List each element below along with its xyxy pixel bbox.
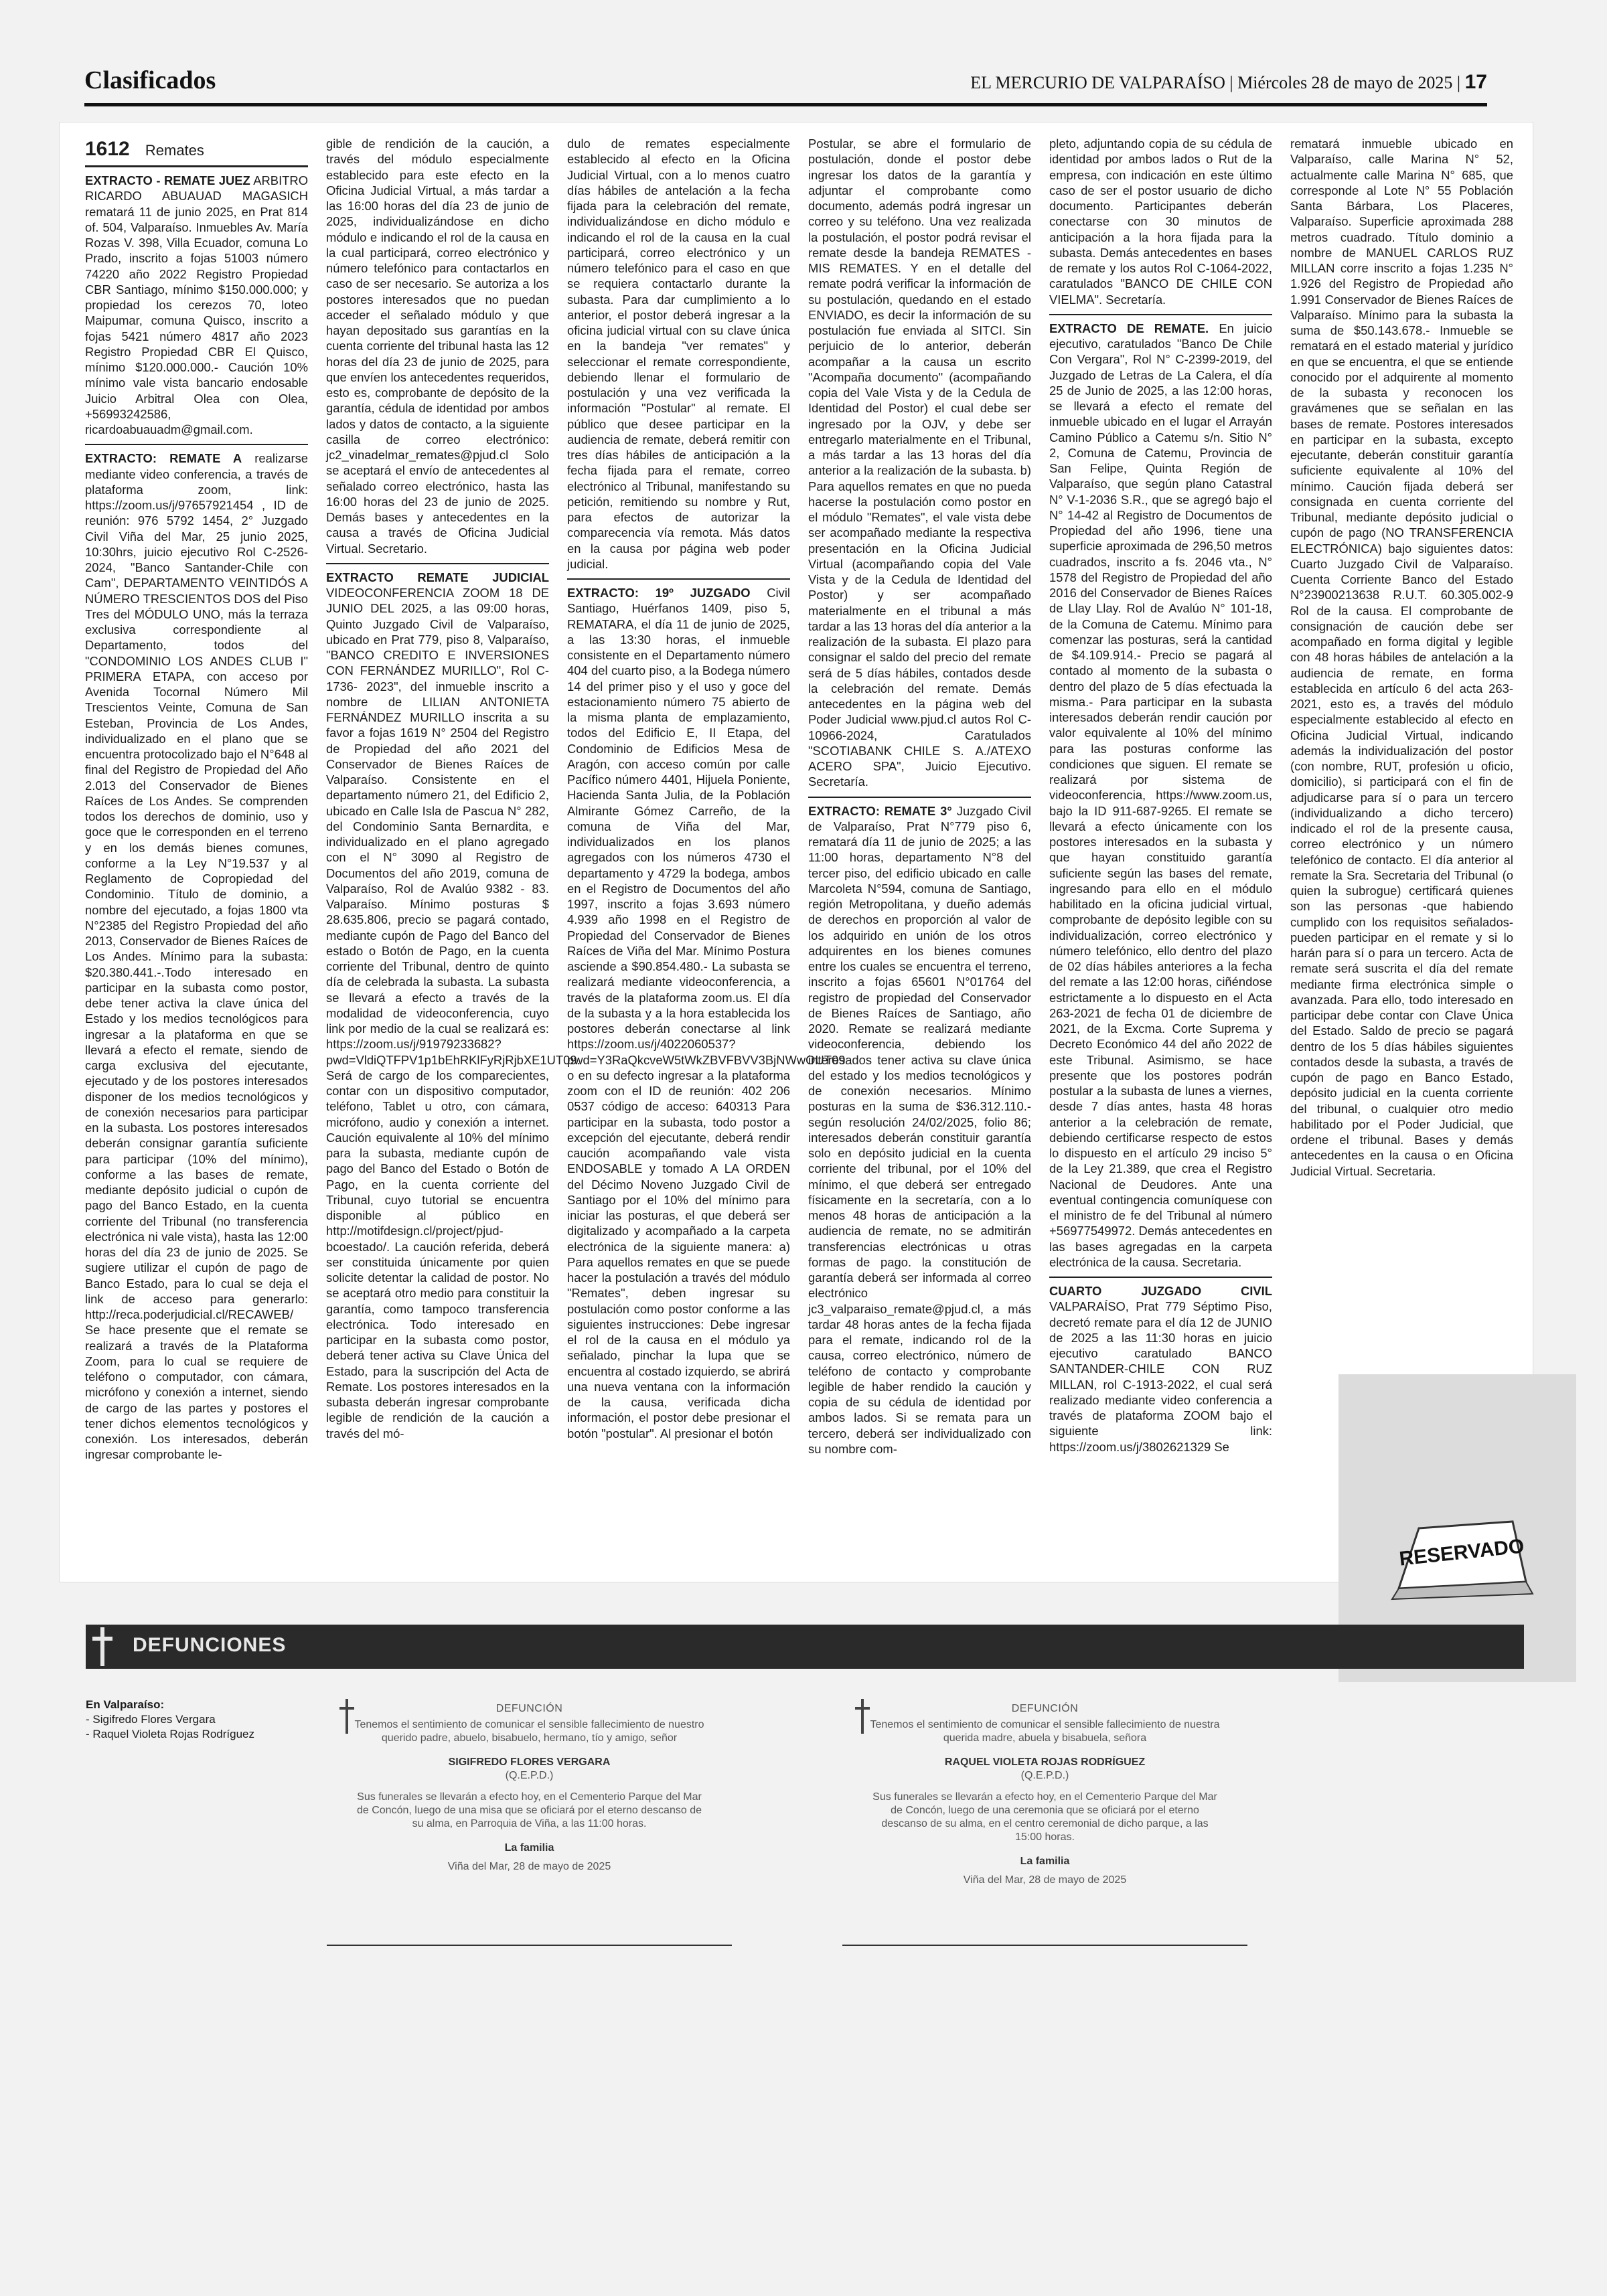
classified-ad: [326, 136, 549, 556]
classified-ad: [567, 585, 846, 1441]
category-number: 1612: [85, 138, 130, 160]
defunciones-band: [86, 1625, 1524, 1669]
ad-body: pleto, adjuntando copia de su cédula de identidad por ambos lados o Rut de la empresa, con indicación en este último caso de ser el postor usuario de dicho documento. Participantes deberán conectarse con 30 minutos de anticipación a la hora fijada para la subasta. Demás antecedentes en bases de remate y los autos Rol C-1064-2022, caratulados "BANCO DE CHILE CON VIELMA". Secretaría.: [1049, 137, 1272, 307]
cross-icon: [338, 1699, 356, 1734]
ad-body: Postular, se abre el formulario de postulación, donde el postor debe ingresar los datos de la garantía y adjuntar el comprobante como documento, además podrá ingresar un correo y su teléfono. Una vez realizada la postulación, el postor podrá revisar el remate desde la bandeja REMATES - MIS REMATES. Y en el detalle del remate podrá verificar la información de su postulación, quedando en el estado ENVIADO, es decir la información de su postulación fue enviada al SITCI. Sin perjuicio de lo anterior, deberán acompañar a la causa un escrito "Acompaña documento" (acompañando copia del Vale Vista y de la Cedula de Identidad del Postor) el cual debe ser ingresado por la OJV, y debe ser entregarlo materialmente en el Tribunal, a más tardar a las 13 horas del día anterior a la realización de la subasta. b) Para aquellos remates en que no pueda hacerse la postulación como postor en el módulo "Remates", el vale vista debe ser acompañado mediante la respectiva presentación en la Oficina Judicial Virtual (acompañando copia del Vale Vista y de la Cedula de Identidad del Postor) y ser acompañado materialmente en el tribunal a más tardar a las 13 horas del día anterior a la realización de la subasta. El plazo para consignar el saldo del precio del remate será de 5 días hábiles, contados desde la celebración del remate. Demás antecedentes en la página web del Poder Judicial www.pjud.cl autos Rol C-10966-2024, Caratulados "SCOTIABANK CHILE S. A./ATEXO ACERO SPA", Juicio Ejecutivo. Secretaría.: [808, 137, 1031, 789]
classified-ad: [85, 173, 308, 437]
ad-body: Civil Santiago, Huérfanos 1409, piso 5, REMATARA, el día 11 de junio de 2025, a las 13:30 horas, el inmueble consistente en el Departamento número 404 del cuarto piso, a la Bodega número 14 del primer piso y el uso y goce del estacionamiento número 75 abierto de la misma planta de emplazamiento, todos del Edificio E, II Etapa, del Condominio de Edificios Mesa de Aragón, con acceso común por calle Pacífico número 4401, Hijuela Poniente, Hacienda Santa Julia, de la Población Almirante Gómez Carreño, de la comuna de Viña del Mar, individualizados en los planos agregados con los números 4730 el departamento y 4729 la bodega, ambos en el Registro de Documentos del año 1997, inscrito a fojas 3.693 número 4.939 año 1998 en el Registro de Propiedad del Conservador de Bienes Raíces de Viña del Mar. Mínimo Postura asciende a $90.854.480.- La subasta se realizará mediante videoconferencia, a través de la plataforma zoom.us. El día de la subasta y a la hora establecida los postores deberán conectarse al link https://zoom.us/j/4022060537?pwd=Y3RaQkcveW5tWkZBVFBVV3BjNWwOUT09 o en su defecto ingresar a la plataforma zoom con el ID de reunión: 402 206 0537 código de acceso: 640313 Para participar en la subasta, todo postor a excepción del ejecutante, deberá rendir caución acompañando vale vista ENDOSABLE y tomado A LA ORDEN del Décimo Noveno Juzgado Civil de Santiago por el 10% del mínimo para iniciar las posturas, el que deberá ser digitalizado y acompañado a la carpeta electrónica de la siguiente manera: a) Para aquellos remates en que se puede hacer la postulación a través del módulo "Remates", deben ingresar su postulación como postor conforme a las siguientes instrucciones: Debe ingresar el rol de la causa en el módulo ya señalado, pinchar la lupa que se encuentra al costado izquierdo, se abrirá una nueva ventana con la información de la causa, verificada dicha información, el postor debe presionar el botón "postular". Al presionar el botón: [567, 586, 846, 1441]
reserved-label: RESERVADO: [1398, 1535, 1525, 1570]
deaths-list: [86, 1698, 307, 1742]
deaths-list-item: - Sigifredo Flores Vergara: [86, 1713, 216, 1726]
column-6: [1290, 136, 1513, 1563]
page-number: 17: [1464, 71, 1487, 93]
qepd: (Q.E.P.D.): [1020, 1770, 1069, 1781]
classified-ad: [1049, 321, 1272, 1270]
ad-divider: [808, 797, 1031, 798]
column-ads: [567, 136, 846, 1441]
notice-place-date: Viña del Mar, 28 de mayo de 2025: [447, 1861, 611, 1872]
notice-kind: DEFUNCIÓN: [1011, 1703, 1079, 1714]
notice-intro: Tenemos el sentimiento de comunicar el sensible fallecimiento de nuestra querida madre, abuela y bisabuela, señora: [870, 1719, 1220, 1744]
ad-body: VIDEOCONFERENCIA ZOOM 18 DE JUNIO DEL 2025, a las 09:00 horas, Quinto Juzgado Civil de Valparaíso, ubicado en Prat 779, piso 8, Valparaíso, "BANCO CREDITO E INVERSIONES CON FERNÁNDEZ MURILLO", Rol C-1736- 2023", del inmueble inscrito a nombre de LILIAN ANTONIETA FERNÁNDEZ MURILLO inscrita a su favor a fojas 1619 N° 2504 del Registro de Propiedad del año 2021 del Conservador de Bienes Raíces de Valparaíso. Consistente en el departamento número 21, del Edificio 2, ubicado en Calle Isla de Pascua N° 282, del Condominio Santa Bernardita, e individualizado en el plano agregado con el N° 3090 al Registro de Documentos del año 2019, comuna de Valparaíso, Rol de Avalúo 9382 - 83. Valparaíso. Mínimo posturas $ 28.635.806, precio se pagará contado, mediante cupón de Pago del Banco del estado o Botón de Pago, en la cuenta corriente del Tribunal, dentro de quinto día de celebrada la subasta. La subasta se llevará a efecto a través de la modalidad de videoconferencia, cuyo link por medio de la cual se realizará es: https://zoom.us/j/91979233682?pwd=VldiQTFPV1p1bEhRKlFyRjRjbXE1UT09. Será de cargo de los comparecientes, contar con un dispositivo computador, teléfono, Tablet u otro, con cámara, micrófono, audio y conexión a internet. Caución equivalente al 10% del mínimo para la subasta, mediante cupón de pago del Banco del Estado o Botón de Pago, en la cuenta corriente del Tribunal, cuyo tutorial se encuentra disponible al público en http://motifdesign.cl/project/pjud-bcoestado/. La caución referida, deberá ser constituida únicamente por quien solicite detentar la calidad de postor. No se aceptará otro medio para constituir la garantía, como tampoco transferencia electrónica. Todo interesado en participar en la subasta como postor, deberá tener activa su Clave Única del Estado, para la suscripción del Acta de Remate. Los postores interesados en la subasta deberán ingresar comprobante legible de rendición de la caución a través del mó-: [326, 586, 581, 1441]
column-2: [326, 136, 581, 1563]
deceased-name: SIGIFREDO FLORES VERGARA: [448, 1756, 611, 1768]
page-header: [84, 64, 1487, 106]
column-ads: [808, 136, 1031, 1457]
funeral-details: Sus funerales se llevarán a efecto hoy, en el Cementerio Parque del Mar de Concón, luego de una ceremonia que se oficiará por el eterno descanso de su alma, en el centro ceremonial de dicho parque, a las 15:00 horas.: [872, 1791, 1217, 1843]
column-5: [1049, 136, 1272, 1563]
ad-body: VALPARAÍSO, Prat 779 Séptimo Piso, decretó remate para el día 12 de JUNIO de 2025 a las 11:30 horas en juicio ejecutivo caratulado BANCO SANTANDER-CHILE CON RUZ MILLAN, rol C-1913-2022, el cual será realizado mediante video conferencia a través de plataforma ZOOM bajo el siguiente link: https://zoom.us/j/3802621329 Se: [1049, 1299, 1272, 1454]
classified-ad: [1049, 1283, 1272, 1455]
section-title: Clasificados: [84, 66, 216, 94]
qepd: (Q.E.P.D.): [505, 1770, 554, 1781]
classified-ad: [808, 136, 1031, 790]
ad-divider: [326, 563, 549, 564]
cross-icon: [92, 1627, 112, 1666]
ad-body: ARBITRO RICARDO ABUAUAD MAGASICH rematará 11 de junio 2025, en Prat 814 of. 504, Valparaíso. Inmuebles Av. María Rozas V. 398, Villa Ecuador, comuna Lo Prado, inscrito a fojas 51003 número 74220 año 2022 Registro Propiedad CBR Santiago, mínimo $150.000.000; y propiedad los cerezos 70, loteo Maipumar, comuna Quisco, inscrito a fojas 5421 número 4817 año 2023 Registro Propiedad CBR El Quisco, mínimo $120.000.000.- Caución 10% mínimo vale vista bancario endosable Juicio Arbitral Olea con Olea, +56993242586, ricardoabuauadm@gmail.com.: [85, 173, 308, 436]
notice-signature: La familia: [504, 1842, 554, 1854]
column-1: [85, 136, 308, 1563]
deaths-list-title: En Valparaíso:: [86, 1698, 165, 1711]
classified-ad: [808, 803, 1031, 1457]
classified-ad: [567, 136, 790, 572]
column-ads: [1290, 136, 1513, 1179]
column-ads: [326, 136, 581, 1441]
ad-heading: CUARTO JUZGADO CIVIL: [1049, 1284, 1272, 1298]
ad-divider: [85, 444, 308, 445]
notice-place-date: Viña del Mar, 28 de mayo de 2025: [963, 1874, 1127, 1886]
ad-divider: [1049, 314, 1272, 315]
ad-body: gible de rendición de la caución, a través del módulo especialmente establecido para este efecto en la Oficina Judicial Virtual, a más tardar a las 16:00 horas del día 23 de junio de 2025, individualizándose en dicho módulo e indicando el rol de la causa en la cual participará, correo electrónico y número telefónico para contactarlos en caso de ser necesario. Se autoriza a los postores interesados que no puedan acceder el señalado módulo y que hayan depositado sus garantías en la cuenta corriente del tribunal hasta las 12 horas del día 23 de junio de 2025, para que envíen los antecedentes requeridos, esto es, comprobante de depósito de la garantía, cédula de identidad por ambos lados y datos de contacto, a la siguiente casilla de correo electrónico: jc2_vinadelmar_remates@pjud.cl Solo se aceptará el envío de antecedentes al señalado correo electrónico, hasta las 16:00 horas del 23 de junio de 2025. Demás bases y antecedentes en la causa a través de Oficina Judicial Virtual. Secretario.: [326, 137, 549, 556]
ad-heading: EXTRACTO: 19º JUZGADO: [567, 586, 751, 600]
ad-heading: EXTRACTO: REMATE 3°: [808, 803, 952, 818]
column-ads: [85, 173, 308, 1463]
notice-signature: La familia: [1020, 1856, 1070, 1867]
death-notice: [842, 1696, 1247, 1946]
ad-heading: EXTRACTO DE REMATE.: [1049, 321, 1209, 335]
classified-ad: [1049, 136, 1272, 307]
ad-body: En juicio ejecutivo, caratulados "Banco De Chile Con Vergara", Rol N° C-2399-2019, del Juzgado de Letras de La Calera, el día 25 de Junio de 2025, a las 12:00 horas, se llevará a efecto el remate del inmueble ubicado en el lugar el Arrayán Camino Público a Catemu s/n. Sitio N° 2, Comuna de Catemu, Provincia de San Felipe, Quinta Región de Valparaíso, que según plano Catastral N° V-1-2036 S.R., que se agregó bajo el N° 14-42 al Registro de Documentos de Propiedad del año 1996, tiene una superficie aproximada de 296,50 metros cuadrados, inscrito a fs. 2046 vta., N° 1578 del Registro de Propiedad del año 2016 del Conservador de Bienes Raíces de Llay Llay. Rol de Avalúo N° 101-18, de la Comuna de Catemu. Mínimo para comenzar las posturas, será la cantidad de $4.109.914.- Precio se pagará al contado al momento de la subasta o dentro del plazo de 5 días efectuada la misma.- Para participar en la subasta interesados deberán rendir caución por valor equivalente al 10% del mínimo para las posturas conforme las condiciones que siguen. El remate se realizará por sistema de videoconferencia, https://www.zoom.us, bajo la ID 911-687-9265. El remate se llevará a efecto únicamente con los postores interesados en la subasta y que hayan constituido garantía suficiente según las bases del remate, ingresando para ello en el módulo habilitado en la oficina judicial virtual, comprobante de depósito legible con su individualización, correo electrónico y número telefónico, ello dentro del plazo de 02 días hábiles anteriores a la fecha del remate a las 12:00 horas, ciñéndose estrictamente a lo dispuesto en el Acta 263-2021 de fecha 01 de diciembre de 2021, de la Excma. Corte Suprema y Decreto Económico 44 del año 2022 de este Tribunal. Asimismo, se hace presente que los postores podrán postular a la subasta de lunes a viernes, desde 7 días antes, hasta 48 horas anterior a la celebración de remate, debiendo certificarse respecto de estos lo dispuesto en el artículo 29 inciso 5° de la Ley 21.389, que crea el Registro Nacional de Deudores. Ante una eventual contingencia comuníquese con el ministro de fe del Tribunal al número +56977549972. Demás antecedentes en las bases agregadas en la carpeta electrónica de la causa. Secretaria.: [1049, 321, 1272, 1269]
ad-body: realizarse mediante video conferencia, a través de plataforma zoom, link: https://zoom.us/j/97657921454 , ID de reunión: 976 5792 1454, 2° Juzgado Civil Viña del Mar, 25 junio 2025, 10:30hrs, juicio ejecutivo Rol C-2526-2024, "Banco Santander-Chile con Cam", DEPARTAMENTO VEINTIDÓS A NÚMERO TRESCIENTOS DOS del Piso Tres del MÓDULO UNO, más la terraza exclusiva correspondiente al Departamento, todos del "CONDOMINIO LOS ANDES CLUB I" PRIMERA ETAPA, con acceso por Avenida Tocornal Número Mil Trescientos Veinte, Comuna de San Esteban, Provincia de Los Andes, individualizado en el plano que se encuentra protocolizado bajo el N°648 al final del Registro de Propiedad del Año 2.013 del Conservador de Bienes Raíces de Los Andes. Se comprenden todos los derechos de dominio, uso y goce que le corresponden en el terreno y en los demás bienes comunes, conforme a la Ley N°19.537 y al Reglamento de Copropiedad del Condominio. Título de dominio, a nombre del ejecutado, a fojas 1800 vta N°2385 del Registro Propiedad del año 2013, Conservador de Bienes Raíces de Los Andes. Mínimo para la subasta: $20.380.441.-.Todo interesado en participar en la subasta como postor, debe tener activa la clave única del Estado y los medios tecnológicos para ingresar a la plataforma en que se llevará a efecto el remate, siendo de carga exclusiva del ejecutante, ejecutado y de los postores interesados disponer de los medios tecnológicos y de conexión necesarios para participar en la subasta. Los postores interesados deberán consignar garantía suficiente para participar (10% del mínimo), conforme a las bases de remate, mediante depósito judicial o cupón de pago del Banco Estado, en la cuenta corriente del Tribunal (no transferencia electrónica ni vale vista), hasta las 12:00 horas del día 23 de junio de 2025. Se sugiere utilizar el cupón de pago de Banco Estado, para lo cual se deja el link de acceso para generarlo: http://reca.poderjudicial.cl/RECAWEB/ Se hace presente que el remate se realizará a través de la Plataforma Zoom, para lo cual se requiere de teléfono o computador, con cámara, micrófono y conexión a internet, siendo de cargo de las partes y postores el tener dichos elementos tecnológicos y conexión. Los interesados, deberán ingresar comprobante le-: [85, 451, 308, 1462]
category-name: Remates: [145, 142, 204, 159]
classifieds-panel: [59, 122, 1533, 1582]
classified-ad: [85, 450, 308, 1462]
category-header: [85, 136, 308, 167]
funeral-details: Sus funerales se llevarán a efecto hoy, en el Cementerio Parque del Mar de Concón, luego de una misa que se oficiará por el eterno descanso de su alma, en Parroquia de Viña, a las 11:00 horas.: [356, 1791, 702, 1829]
column-ads: [1049, 136, 1272, 1455]
ad-heading: EXTRACTO REMATE JUDICIAL: [326, 570, 549, 584]
classifieds-columns: [85, 136, 1513, 1563]
ad-body: rematará inmueble ubicado en Valparaíso, calle Marina N° 52, actualmente calle Marina N° 685, que corresponde al Lote N° 55 Población Santa Bárbara, Los Placeres, Valparaíso. Superficie aproximada 288 metros cuadrado. Título dominio a nombre de MANUEL CARLOS RUZ MILLAN corre inscrito a fojas 1.235 N° 1.926 del Registro de Propiedad año 1.991 Conservador de Bienes Raíces de Valparaíso. Mínimo para la subasta la suma de $50.143.678.- Inmueble se rematará en el estado material y jurídico en que se encuentra, el que se entiende conocido por el adquirente al momento de la subasta y reconocen los gravámenes que se señalan en las bases de remate. Postores interesados en participar en la subasta, excepto ejecutante, deberán constituir garantía suficiente equivalente al 10% del mínimo. Caución fijada deberá ser consignada en cuenta corriente del Tribunal, mediante depósito judicial o cupón de pago (NO TRANSFERENCIA ELECTRÓNICA) bajo siguientes datos: Cuarto Juzgado Civil de Valparaíso. Cuenta Corriente Banco del Estado N°23900213638 R.U.T. 60.305.002-9 Rol de la causa. El comprobante de consignación de caución debe ser acompañado en forma digital y legible con 48 horas hábiles de antelación a la audiencia de remate, en forma establecida en artículo 6 del acta 263-2021, esto es, a través del módulo especialmente establecido al efecto en Oficina Judicial Virtual, indicando además la individualización del postor (con nombre, RUT, profesión u oficio, domicilio), si participará con el fin de adjudicarse para sí o para un tercero (individualizando a dicho tercero) indicado el rol de la presente causa, correo electrónico y un número telefónico de contacto. El día anterior al remate la Sra. Secretaria del Tribunal (o quien la subrogue) certificará quienes son las personas -que habiendo cumplido con los requisitos señalados- pueden participar en el remate y si lo harán para sí o para un tercero. Acta de remate será suscrita el día del remate mediante firma electrónica simple o avanzada. Para ello, todo interesado en participar debe contar con Clave Única del Estado. Saldo de precio se pagará dentro de los 5 días hábiles siguientes contados desde la subasta, a través de cupón de pago en Banco Estado, depósito judicial en la cuenta corriente del tribunal, o cualquier otro medio habilitado por el Poder Judicial, que ordene el tribunal. Bases y demás antecedentes en la causa o en Oficina Judicial Virtual. Secretaria.: [1290, 137, 1513, 1178]
publication-info: EL MERCURIO DE VALPARAÍSO | Miércoles 28 de mayo de 2025 | 17: [970, 71, 1487, 93]
ad-heading: EXTRACTO - REMATE JUEZ: [85, 173, 250, 187]
column-4: [808, 136, 1031, 1563]
defunciones-title: DEFUNCIONES: [133, 1634, 287, 1656]
deaths-list-item: - Raquel Violeta Rojas Rodríguez: [86, 1728, 254, 1740]
cross-icon: [854, 1699, 871, 1734]
column-3: [567, 136, 846, 1563]
publication-date: Miércoles 28 de mayo de 2025: [1237, 73, 1453, 92]
notice-intro: Tenemos el sentimiento de comunicar el sensible fallecimiento de nuestro querido padre, abuelo, bisabuelo, hermano, tío y amigo, señor: [354, 1719, 704, 1744]
ad-heading: EXTRACTO: REMATE A: [85, 451, 242, 466]
ad-divider: [1049, 1277, 1272, 1278]
death-notice: [327, 1696, 732, 1946]
classified-ad: [1290, 136, 1513, 1179]
notice-kind: DEFUNCIÓN: [495, 1703, 563, 1714]
deceased-name: RAQUEL VIOLETA ROJAS RODRÍGUEZ: [944, 1756, 1146, 1768]
ad-body: dulo de remates especialmente establecido al efecto en la Oficina Judicial Virtual, con a lo menos cuatro días hábiles de antelación a la fecha fijada para la celebración del remate, individualizándose en dicho módulo e indicando el rol de la causa en la cual participará, correo electrónico y un número telefónico para el caso en que se requiera contactarlo durante la subasta. Para dar cumplimiento a lo anterior, el postor deberá ingresar a la oficina judicial virtual con su clave única en la bandeja "ver remates" y seleccionar el remate correspondiente, debiendo llenar el formulario de postulación y una vez verificada la información "Postular" al remate. El público que desee participar en la audiencia de remate, deberá remitir con tres días hábiles de anticipación a la fecha fijada para el remate, correo electrónico al Tribunal, manifestando su petición, remitiendo su nombre y Rut, para efectos de autorizar la comparecencia vía remota. Más datos en la causa por página web poder judicial.: [567, 137, 790, 571]
ad-divider: [567, 578, 790, 580]
classified-ad: [326, 570, 581, 1441]
publication-name: EL MERCURIO DE VALPARAÍSO: [970, 73, 1225, 92]
ad-body: Juzgado Civil de Valparaíso, Prat N°779 piso 6, rematará día 11 de junio de 2025; a las 11:00 horas, departamento N°8 del tercer piso, del edificio ubicado en calle Marcoleta N°594, comuna de Santiago, región Metropolitana, y dueño además de derechos en proporción al valor de los adquirido en unión de los otros adquirentes en los bienes comunes entre los cuales se encuentra el terreno, inscrito a fojas 65601 N°01764 del registro de propiedad del Conservador de Bienes Raíces de Santiago, año 2020. Remate se realizará mediante videoconferencia, debiendo los interesados tener activa su clave única del estado y los medios tecnológicos y de conexión necesarios. Mínimo posturas en la suma de $36.312.110.- según resolución 24/02/2025, folio 86; interesados deberán constituir garantía solo en depósito judicial en la cuenta corriente del tribunal, por el 10% del mínimo, el que deberá ser entregado físicamente en la secretaría, con a lo menos 48 horas de anticipación a la audiencia de remate, no se admitirán transferencias electrónicas u otras formas de pago. la constitución de garantía deberá ser informada al correo electrónico jc3_valparaiso_remate@pjud.cl, a más tardar 48 horas antes de la fecha fijada para el remate, indicando rol de la causa, correo electrónico, número de teléfono de contacto y comprobante legible de haber rendido la caución y copia de su cédula de identidad por ambos lados. Si se remata para un tercero, deberá ser individualizado con su nombre com-: [808, 803, 1031, 1456]
